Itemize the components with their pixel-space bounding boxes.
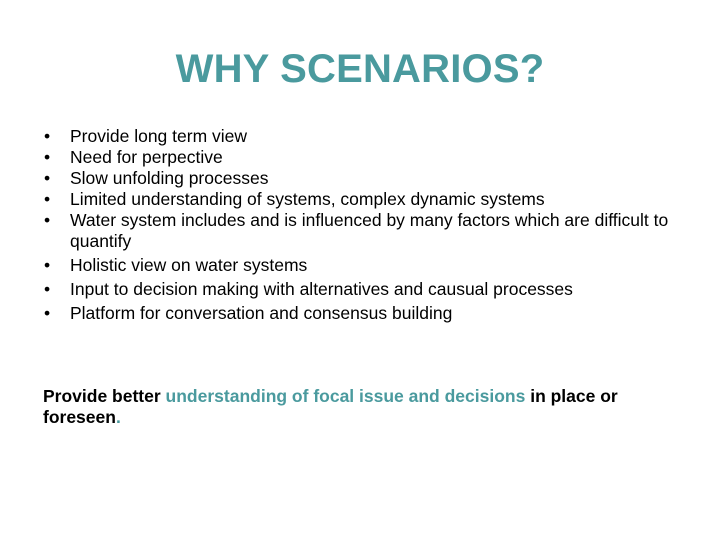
bullet-text: Limited understanding of systems, complex dynamic systems — [70, 189, 545, 209]
bullet-item — [44, 210, 684, 252]
bullet-dot: • — [44, 168, 51, 188]
bullet-text: Slow unfolding processes — [70, 168, 269, 188]
bullet-item — [44, 255, 684, 276]
bullet-dot: • — [44, 255, 51, 275]
summary-statement — [43, 386, 693, 428]
bullet-list — [44, 126, 684, 324]
bullet-item — [44, 126, 684, 147]
bullet-dot: • — [44, 147, 51, 167]
bullet-text: Input to decision making with alternatives and causual processes — [70, 279, 573, 299]
bullet-dot: • — [44, 303, 51, 323]
bullet-text: Holistic view on water systems — [70, 255, 308, 275]
bullet-item — [44, 279, 684, 300]
bullet-text: Provide long term view — [70, 126, 248, 146]
bullet-text: Platform for conversation and consensus building — [70, 303, 453, 323]
bullet-text: Water system includes and is influenced by many factors which are difficult to quantify — [70, 210, 669, 251]
bullet-dot: • — [44, 189, 51, 209]
bullet-text: Need for perpective — [70, 147, 223, 167]
summary-text-start: Provide better — [43, 386, 166, 406]
bullet-item — [44, 189, 684, 210]
summary-period: . — [115, 407, 121, 427]
bullet-item — [44, 303, 684, 324]
bullet-item — [44, 168, 684, 189]
bullet-dot: • — [44, 126, 51, 146]
bullet-dot: • — [44, 210, 51, 230]
summary-highlight: understanding of focal issue and decisions — [165, 386, 526, 406]
summary-text-end: in place or foreseen — [43, 386, 618, 427]
slide-title: WHY SCENARIOS? — [175, 47, 545, 91]
bullet-item — [44, 147, 684, 168]
bullet-dot: • — [44, 279, 51, 299]
